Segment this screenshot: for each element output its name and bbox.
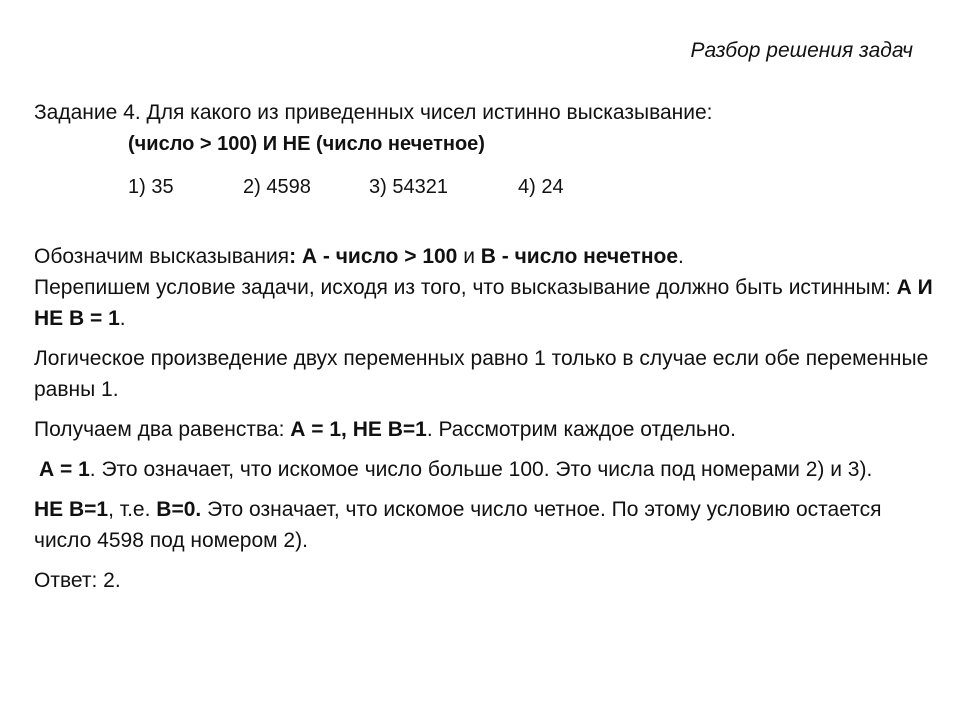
- option-3: 3) 54321: [369, 176, 448, 198]
- option-4: 4) 24: [518, 176, 564, 198]
- paragraph-rewrite: [34, 272, 934, 334]
- option-2: 2) 4598: [243, 176, 311, 198]
- notation-lead: Обозначим высказывания: [34, 245, 290, 268]
- a-equals-1-text: . Это означает, что искомое число больше 100. Это числа под номерами 2) и 3).: [89, 458, 873, 481]
- notation-dot: .: [678, 245, 684, 268]
- rewrite-lead: Перепишем условие задачи, исходя из того, что высказывание должно быть истинным:: [34, 276, 897, 299]
- not-b-text: Это означает, что искомое число четное. По этому условию остается число 4598 под номером 2).: [34, 498, 882, 552]
- paragraph-equalities: [34, 414, 934, 445]
- paragraph-a-equals-1: [34, 454, 934, 485]
- equalities-tail: . Рассмотрим каждое отдельно.: [426, 418, 736, 441]
- notation-b: В - число нечетное: [480, 245, 679, 268]
- paragraph-logic: Логическое произведение двух переменных равно 1 только в случае если обе переменные равны 1.: [34, 347, 929, 401]
- slide-title: Разбор решения задач: [690, 39, 913, 62]
- solution-text: [34, 241, 934, 596]
- notation-a: : А - число > 100: [289, 245, 458, 268]
- notation-and: и: [457, 245, 481, 268]
- equalities-formula: А = 1, НЕ В=1: [290, 418, 427, 441]
- task-statement: Задание 4. Для какого из приведенных чисел истинно высказывание:: [34, 101, 713, 124]
- option-1: 1) 35: [128, 176, 174, 198]
- paragraph-not-b: [34, 494, 934, 556]
- not-b-formula: НЕ В=1: [34, 498, 109, 521]
- task-condition: (число > 100) И НЕ (число нечетное): [128, 133, 485, 155]
- paragraph-answer: Ответ: 2.: [34, 569, 121, 592]
- a-equals-1-formula: А = 1: [39, 458, 90, 481]
- equalities-lead: Получаем два равенства:: [34, 418, 291, 441]
- b-equals-0-formula: В=0.: [156, 498, 202, 521]
- paragraph-notation: [34, 241, 934, 272]
- not-b-ie: , т.е.: [108, 498, 157, 521]
- answer-options: [128, 174, 728, 200]
- rewrite-dot: .: [119, 307, 126, 330]
- rewrite-formula: А И НЕ В = 1: [34, 276, 933, 330]
